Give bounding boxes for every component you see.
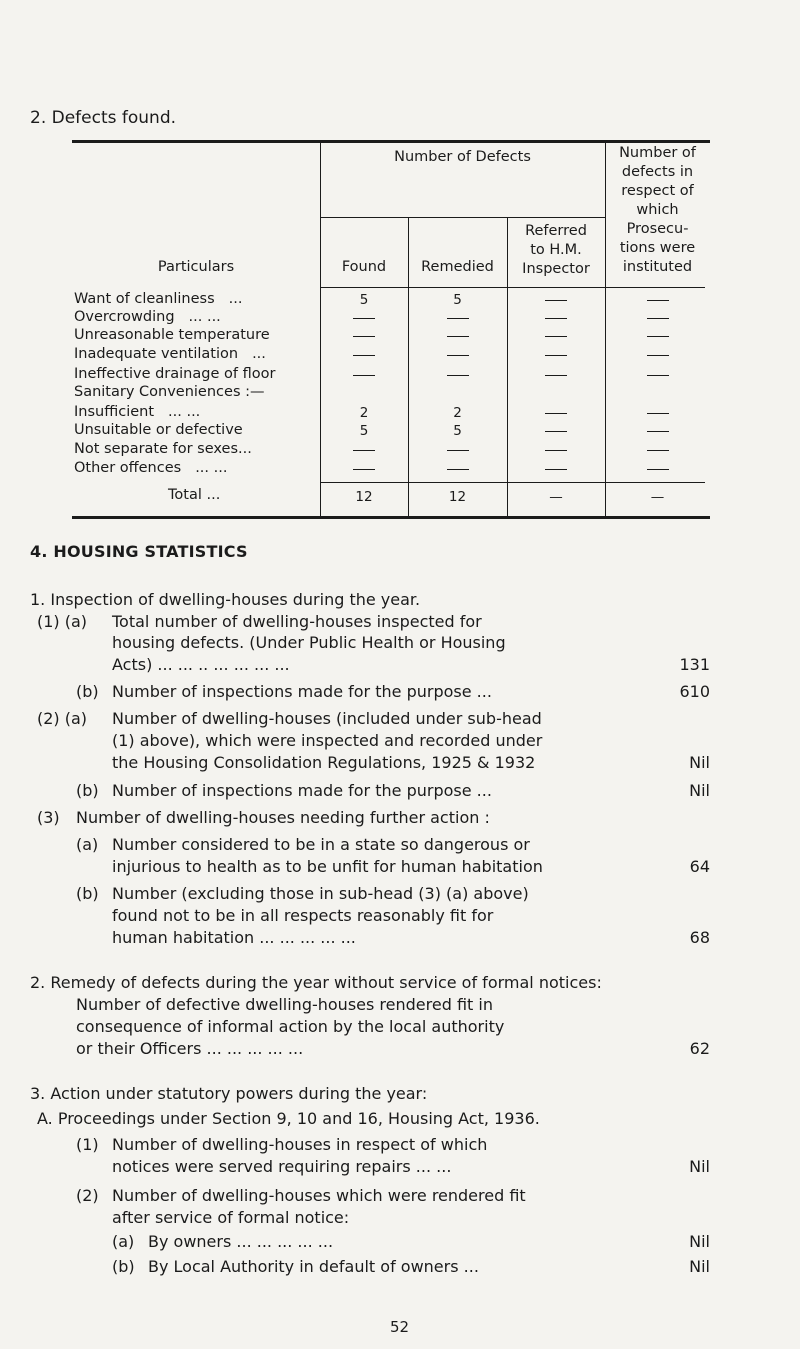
- remedied-header: Remedied: [421, 259, 494, 275]
- s3-1-value: Nil: [689, 1157, 710, 1176]
- empty-dash: [647, 413, 669, 414]
- row-label-text: Want of cleanliness: [74, 291, 215, 307]
- row-leader-dots: ... ...: [188, 309, 221, 325]
- cell-remedied: [408, 310, 507, 326]
- cell-remedied: 5: [453, 292, 462, 308]
- empty-dash: [545, 431, 567, 432]
- row-label-text: Other offences: [74, 460, 182, 476]
- referred-line: Referred: [525, 223, 587, 239]
- row-label-text: Ineffective drainage of floor: [74, 366, 276, 382]
- cell-found: [320, 328, 408, 344]
- table-row-label: [74, 460, 227, 476]
- section-title: 2. Defects found.: [30, 108, 177, 128]
- housing-title: 4. HOUSING STATISTICS: [30, 542, 248, 561]
- s3-2-line: Number of dwelling-houses which were rendered fit: [112, 1186, 526, 1205]
- s3-2b-text: By Local Authority in default of owners ...: [148, 1257, 479, 1276]
- empty-dash: [353, 336, 375, 337]
- empty-dash: [545, 318, 567, 319]
- cell-found: [320, 347, 408, 363]
- cell-referred: [507, 328, 605, 344]
- row-label-text: Not separate for sexes...: [74, 441, 252, 457]
- cell-prosecutions: [605, 423, 710, 439]
- cell-prosecutions: [605, 461, 710, 477]
- cell-found: [320, 310, 408, 326]
- s1-2b-marker: (b): [76, 781, 99, 800]
- empty-dash: [647, 300, 669, 301]
- empty-dash: [353, 469, 375, 470]
- s3-1-marker: (1): [76, 1135, 99, 1154]
- s1-2b-value: Nil: [689, 781, 710, 800]
- table-row-label: [74, 441, 252, 457]
- cell-remedied: [408, 328, 507, 344]
- total-rule: [320, 482, 705, 483]
- s3-heading: 3. Action under statutory powers during the year:: [30, 1084, 428, 1103]
- row-label-text: Sanitary Conveniences :—: [74, 384, 265, 400]
- table-top-rule: [72, 140, 710, 143]
- s3-2-marker: (2): [76, 1186, 99, 1205]
- table-row-label: [74, 404, 200, 420]
- s1-heading: 1. Inspection of dwelling-houses during the year.: [30, 590, 421, 609]
- s1-2a-line: Number of dwelling-houses (included under sub-head: [112, 709, 542, 728]
- empty-dash: [447, 318, 469, 319]
- s1-2a-value: Nil: [689, 753, 710, 772]
- s1-3b-line: human habitation ... ... ... ... ...: [112, 928, 356, 947]
- cell-found: 5: [359, 292, 369, 308]
- total-found: 12: [355, 489, 373, 505]
- cell-prosecutions: [605, 310, 710, 326]
- s1-1a-marker: (1) (a): [37, 612, 88, 631]
- row-label-text: Overcrowding: [74, 309, 175, 325]
- empty-dash: [545, 469, 567, 470]
- empty-dash: [647, 375, 669, 376]
- empty-dash: [647, 450, 669, 451]
- s3-2a-text: By owners ... ... ... ... ...: [148, 1232, 334, 1251]
- page-number: 52: [390, 1318, 410, 1336]
- table-row-label: [74, 422, 243, 438]
- header-bottom-rule: [320, 287, 705, 288]
- prosecutions-line: which: [636, 202, 679, 218]
- cell-prosecutions: [605, 405, 710, 421]
- cell-prosecutions: [605, 442, 710, 458]
- s1-3a-line: Number considered to be in a state so dangerous or: [112, 835, 530, 854]
- cell-found: 5: [359, 423, 369, 439]
- empty-dash: [447, 375, 469, 376]
- s2-heading: 2. Remedy of defects during the year without service of formal notices:: [30, 973, 602, 992]
- total-remedied: 12: [448, 489, 467, 505]
- cell-referred: [507, 367, 605, 383]
- row-label-text: Inadequate ventilation: [74, 346, 239, 362]
- s3-1-line: Number of dwelling-houses in respect of which: [112, 1135, 488, 1154]
- cell-prosecutions: [605, 292, 710, 308]
- s1-3b-line: Number (excluding those in sub-head (3) (a) above): [112, 884, 529, 903]
- s2-line: consequence of informal action by the local authority: [76, 1017, 505, 1036]
- empty-dash: [545, 336, 567, 337]
- cell-referred: [507, 310, 605, 326]
- cell-remedied: [408, 347, 507, 363]
- prosecutions-line: Number of: [619, 145, 696, 161]
- cell-referred: [507, 442, 605, 458]
- row-leader-dots: ...: [228, 291, 243, 307]
- cell-referred: [507, 461, 605, 477]
- empty-dash: [545, 355, 567, 356]
- row-label-text: Insufficient: [74, 404, 155, 420]
- empty-dash: [545, 300, 567, 301]
- table-row-label: [74, 366, 275, 382]
- s1-2a-marker: (2) (a): [37, 709, 88, 728]
- cell-prosecutions: [605, 328, 710, 344]
- s1-2a-line: (1) above), which were inspected and recorded under: [112, 731, 543, 750]
- row-label-text: Unsuitable or defective: [74, 422, 243, 438]
- empty-dash: [353, 355, 375, 356]
- prosecutions-line: respect of: [621, 183, 694, 199]
- cell-prosecutions: [605, 347, 710, 363]
- row-label-text: Unreasonable temperature: [74, 327, 270, 343]
- s1-2a-line: the Housing Consolidation Regulations, 1925 & 1932: [112, 753, 536, 772]
- empty-dash: [447, 469, 469, 470]
- s2-line: Number of defective dwelling-houses rendered fit in: [76, 995, 493, 1014]
- cell-remedied: [408, 461, 507, 477]
- empty-dash: [447, 336, 469, 337]
- s3-2a-value: Nil: [689, 1232, 710, 1251]
- s1-3b-value: 68: [689, 928, 710, 947]
- s1-1b-text: Number of inspections made for the purpose ...: [112, 682, 492, 701]
- number-of-defects-header: Number of Defects: [394, 149, 531, 165]
- cell-referred: [507, 347, 605, 363]
- s1-3b-line: found not to be in all respects reasonably fit for: [112, 906, 494, 925]
- cell-found: [320, 367, 408, 383]
- s3-a-heading: A. Proceedings under Section 9, 10 and 16, Housing Act, 1936.: [37, 1109, 540, 1128]
- table-row-label: [74, 291, 242, 307]
- empty-dash: [545, 375, 567, 376]
- row-leader-dots: ... ...: [168, 404, 201, 420]
- s2-value: 62: [689, 1039, 710, 1058]
- empty-dash: [647, 318, 669, 319]
- s3-2b-marker: (b): [112, 1257, 135, 1276]
- s1-3b-marker: (b): [76, 884, 99, 903]
- s1-1a-line: housing defects. (Under Public Health or Housing: [112, 633, 506, 652]
- s2-line: or their Officers ... ... ... ... ...: [76, 1039, 304, 1058]
- empty-dash: [353, 375, 375, 376]
- prosecutions-line: Prosecu-: [626, 221, 689, 237]
- s3-2-line: after service of formal notice:: [112, 1208, 350, 1227]
- row-leader-dots: ...: [252, 346, 266, 362]
- s3-1-line: notices were served requiring repairs ... ...: [112, 1157, 452, 1176]
- cell-found: [320, 461, 408, 477]
- s1-3a-marker: (a): [76, 835, 99, 854]
- s1-3-text: Number of dwelling-houses needing further action :: [76, 808, 490, 827]
- s1-1a-value: 131: [679, 655, 710, 674]
- cell-found: [320, 442, 408, 458]
- subheader-rule: [320, 217, 605, 218]
- cell-referred: [507, 292, 605, 308]
- total-referred: —: [549, 489, 563, 505]
- s1-1b-marker: (b): [76, 682, 99, 701]
- prosecutions-line: instituted: [622, 259, 693, 275]
- s3-2b-value: Nil: [689, 1257, 710, 1276]
- prosecutions-line: tions were: [619, 240, 696, 256]
- s1-3a-line: injurious to health as to be unfit for human habitation: [112, 857, 543, 876]
- empty-dash: [353, 450, 375, 451]
- empty-dash: [447, 355, 469, 356]
- empty-dash: [545, 450, 567, 451]
- s1-1a-line: Acts) ... ... .. ... ... ... ...: [112, 655, 290, 674]
- s1-1a-line: Total number of dwelling-houses inspected for: [112, 612, 482, 631]
- s1-2b-text: Number of inspections made for the purpose ...: [112, 781, 492, 800]
- empty-dash: [647, 355, 669, 356]
- cell-prosecutions: [605, 367, 710, 383]
- empty-dash: [647, 431, 669, 432]
- empty-dash: [447, 450, 469, 451]
- referred-header: [507, 222, 605, 279]
- table-row-label: [74, 384, 265, 400]
- empty-dash: [647, 469, 669, 470]
- referred-line: to H.M.: [530, 242, 582, 258]
- empty-dash: [353, 318, 375, 319]
- empty-dash: [647, 336, 669, 337]
- prosecutions-header: [605, 144, 710, 277]
- s3-2a-marker: (a): [112, 1232, 135, 1251]
- total-prosecutions: —: [650, 489, 665, 505]
- s1-3-marker: (3): [37, 808, 60, 827]
- cell-remedied: [408, 442, 507, 458]
- total-label: Total ...: [168, 487, 221, 503]
- cell-found: 2: [359, 405, 369, 421]
- table-row-label: [74, 327, 270, 343]
- cell-remedied: [408, 367, 507, 383]
- particulars-header: Particulars: [157, 259, 235, 275]
- s1-3a-value: 64: [689, 857, 710, 876]
- table-row-label: [74, 346, 266, 362]
- cell-remedied: 5: [453, 423, 462, 439]
- cell-referred: [507, 405, 605, 421]
- cell-remedied: 2: [453, 405, 462, 421]
- row-leader-dots: ... ...: [195, 460, 228, 476]
- s1-1b-value: 610: [679, 682, 710, 701]
- empty-dash: [545, 413, 567, 414]
- referred-line: Inspector: [522, 261, 590, 277]
- table-row-label: [74, 309, 221, 325]
- prosecutions-line: defects in: [621, 164, 694, 180]
- cell-referred: [507, 423, 605, 439]
- found-header: Found: [341, 259, 387, 275]
- table-bottom-rule: [72, 516, 710, 519]
